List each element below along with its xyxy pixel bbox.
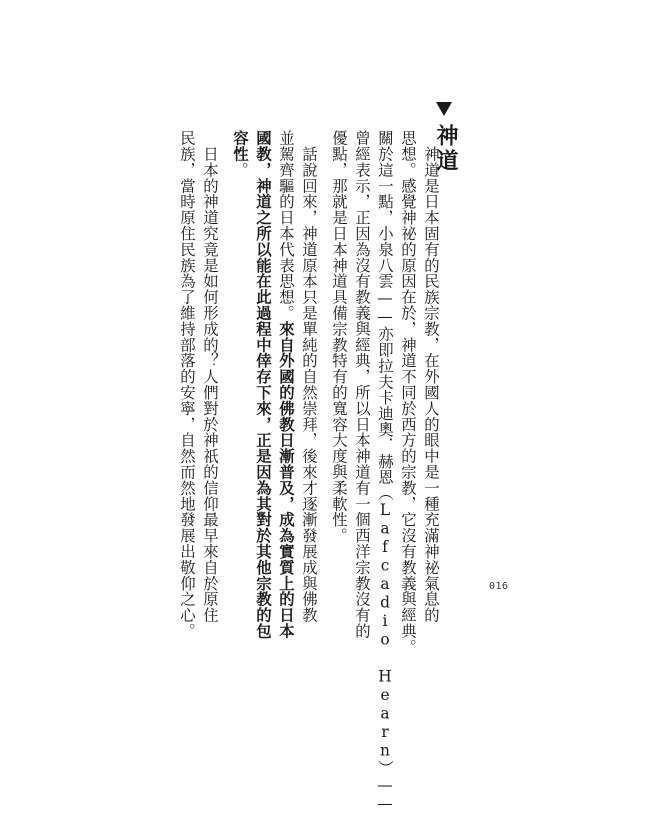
text-line: 日本的神道究竟是如何形成的？人們對於神祇的信仰最早來自於原住 [201,130,219,623]
text-line: 思想。感覺神祕的原因在於，神道不同於西方的宗教，它沒有教義與經典。 [399,130,417,655]
text-line: 話說回來，神道原本只是單純的自然崇拜，後來才逐漸發展成與佛教 [300,130,318,623]
text-line [229,130,251,178]
section-title: 神道 [433,124,458,174]
text-line: 關於這一點，小泉八雲——亦即拉夫卡迪奧．赫恩（Lafcadio Hearn）—— [376,130,394,813]
emphasis-line: 國教，神道之所以能在此過程中倖存下來，正是因為其對於其他宗教的包 [254,130,272,639]
emphasis-text: 來自外國的佛教日漸普及，成為實質上的日本 [277,320,295,639]
text-line [275,130,297,639]
text-segment: 並駕齊驅的日本代表思想。 [277,130,295,321]
text-line: 曾經表示，正因為沒有教義與經典，所以日本神道有一個西洋宗教沒有的 [353,130,371,639]
text-line: 神道是日本固有的民族宗教，在外國人的眼中是一種充滿神祕氣息的 [422,130,440,623]
page-number: 016 [489,581,509,592]
down-triangle-icon [436,102,452,116]
text-line: 優點，那就是日本神道具備宗教特有的寬容大度與柔軟性。 [330,130,348,544]
text-line: 民族，當時原住民族為了維持部落的安寧，自然而然地發展出敬仰之心。 [178,130,196,639]
text-segment: 。 [231,161,249,178]
emphasis-text: 容性 [231,130,249,162]
